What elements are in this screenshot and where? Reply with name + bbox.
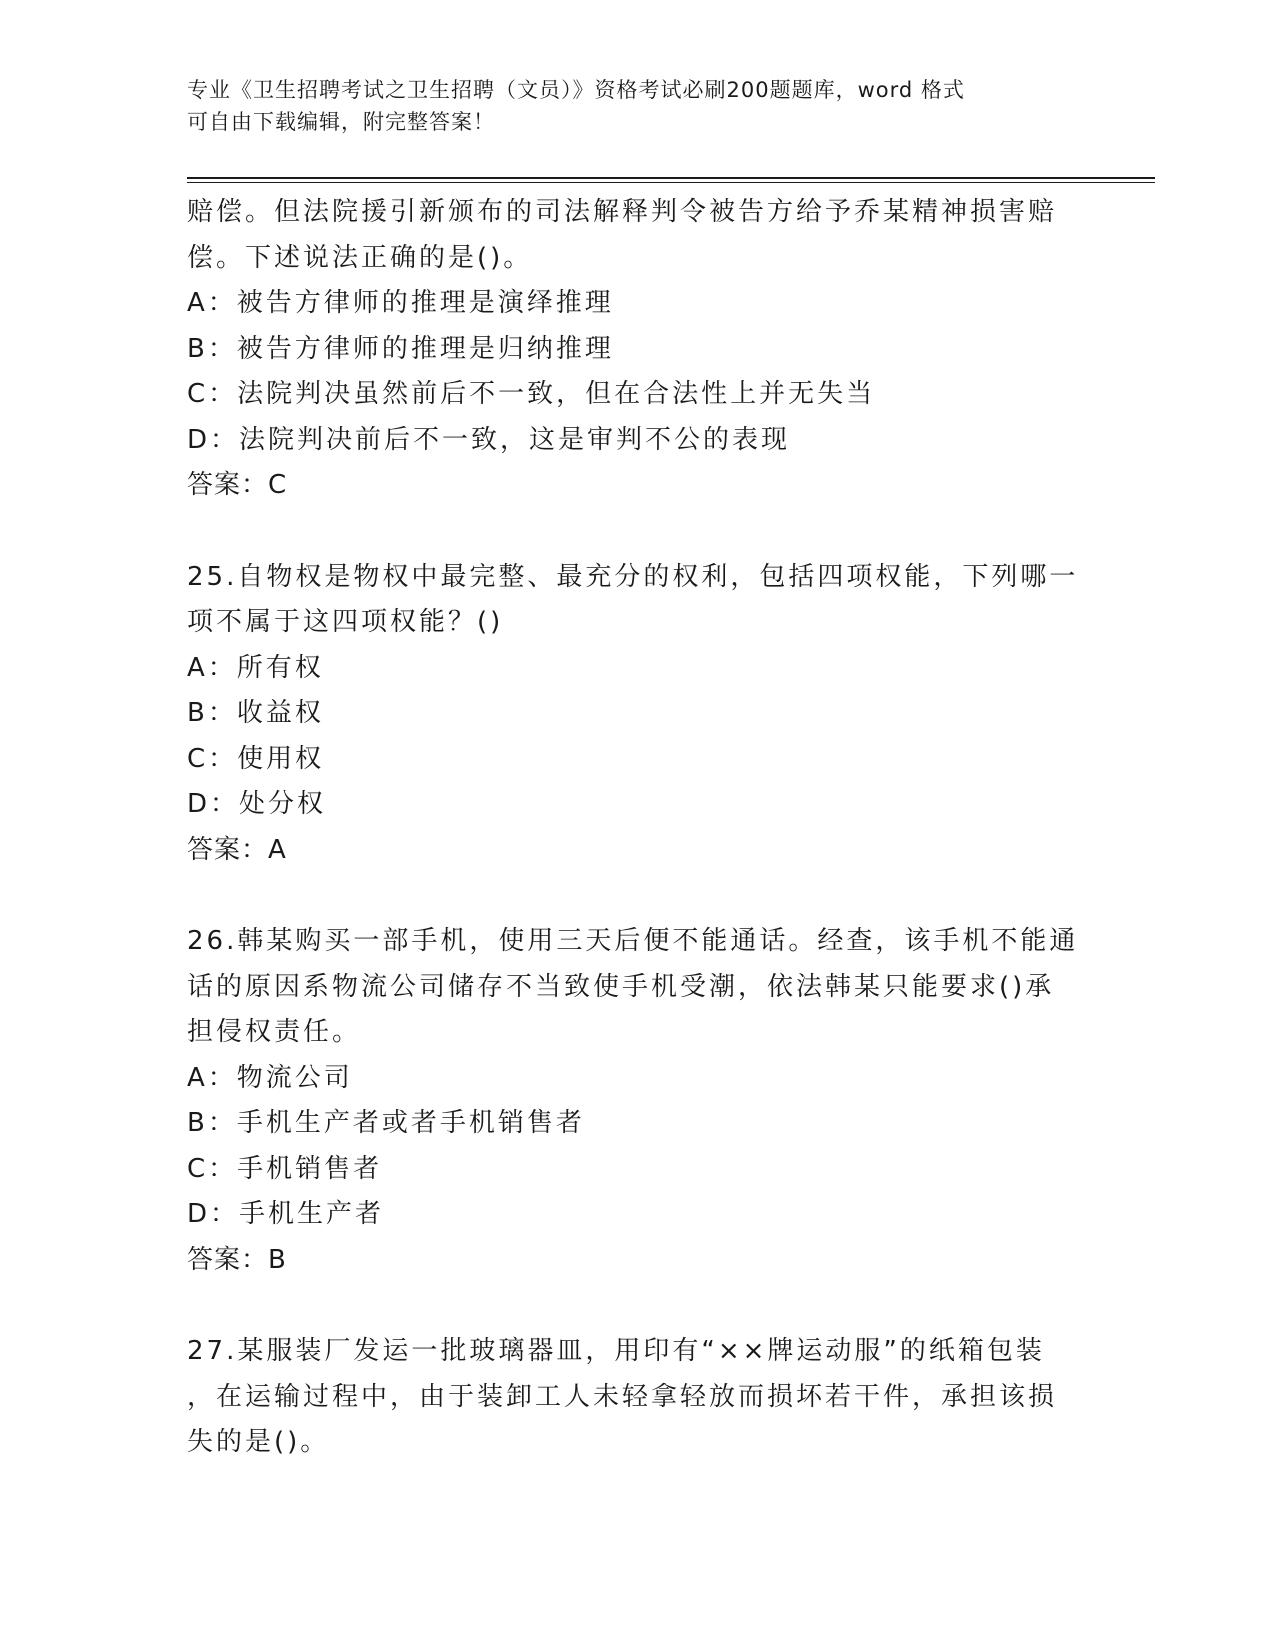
- option-c: C：手机销售者: [187, 1153, 383, 1184]
- option-b: B：被告方律师的推理是归纳推理: [187, 333, 614, 364]
- document-body: [187, 190, 1079, 1466]
- option-a: A：所有权: [187, 652, 324, 683]
- option-a: A：物流公司: [187, 1062, 353, 1093]
- question-stem-line: ，在运输过程中，由于装卸工人未轻拿轻放而损坏若干件，承担该损: [187, 1381, 1058, 1412]
- question-stem-line: 赔偿。但法院援引新颁布的司法解释判令被告方给予乔某精神损害赔: [187, 197, 1058, 227]
- option-b: B：手机生产者或者手机销售者: [187, 1108, 585, 1138]
- spacer: [187, 509, 1067, 555]
- option-d: D：法院判决前后不一致，这是审判不公的表现: [187, 424, 791, 455]
- question-24: [187, 190, 1067, 509]
- header-divider-thin: [187, 182, 1155, 183]
- option-c: C：使用权: [187, 743, 325, 774]
- option-c: C：法院判决虽然前后不一致，但在合法性上并无失当: [187, 379, 876, 409]
- question-25: [187, 555, 1079, 874]
- question-stem-line: 偿。下述说法正确的是()。: [187, 242, 533, 273]
- option-d: D：手机生产者: [187, 1199, 385, 1229]
- question-stem-line: 27.某服装厂发运一批玻璃器皿，用印有“××牌运动服”的纸箱包装: [187, 1336, 1045, 1366]
- option-d: D：处分权: [187, 789, 327, 819]
- question-stem-line: 26.韩某购买一部手机，使用三天后便不能通话。经查，该手机不能通: [187, 926, 1079, 956]
- question-stem-line: 失的是()。: [187, 1427, 330, 1457]
- question-stem-line: 25.自物权是物权中最完整、最充分的权利，包括四项权能，下列哪一: [187, 561, 1079, 592]
- question-stem-line: 话的原因系物流公司储存不当致使手机受潮，依法韩某只能要求()承: [187, 971, 1055, 1002]
- option-a: A：被告方律师的推理是演绎推理: [187, 288, 614, 318]
- question-stem-line: 项不属于这四项权能？(): [187, 607, 504, 637]
- document-header: [187, 74, 1067, 138]
- answer-label: 答案：C: [187, 470, 288, 500]
- header-line-2: 可自由下载编辑，附完整答案！: [187, 110, 495, 134]
- spacer: [187, 1283, 1067, 1329]
- header-line-1: 专业《卫生招聘考试之卫生招聘（文员）》资格考试必刷200题题库，word 格式: [187, 78, 965, 102]
- option-b: B：收益权: [187, 698, 324, 728]
- answer-label: 答案：A: [187, 834, 287, 865]
- question-27: [187, 1329, 1067, 1466]
- question-26: [187, 919, 1079, 1283]
- spacer: [187, 873, 1067, 919]
- header-divider-thick: [187, 177, 1155, 179]
- question-stem-line: 担侵权责任。: [187, 1017, 362, 1047]
- answer-label: 答案：B: [187, 1244, 287, 1275]
